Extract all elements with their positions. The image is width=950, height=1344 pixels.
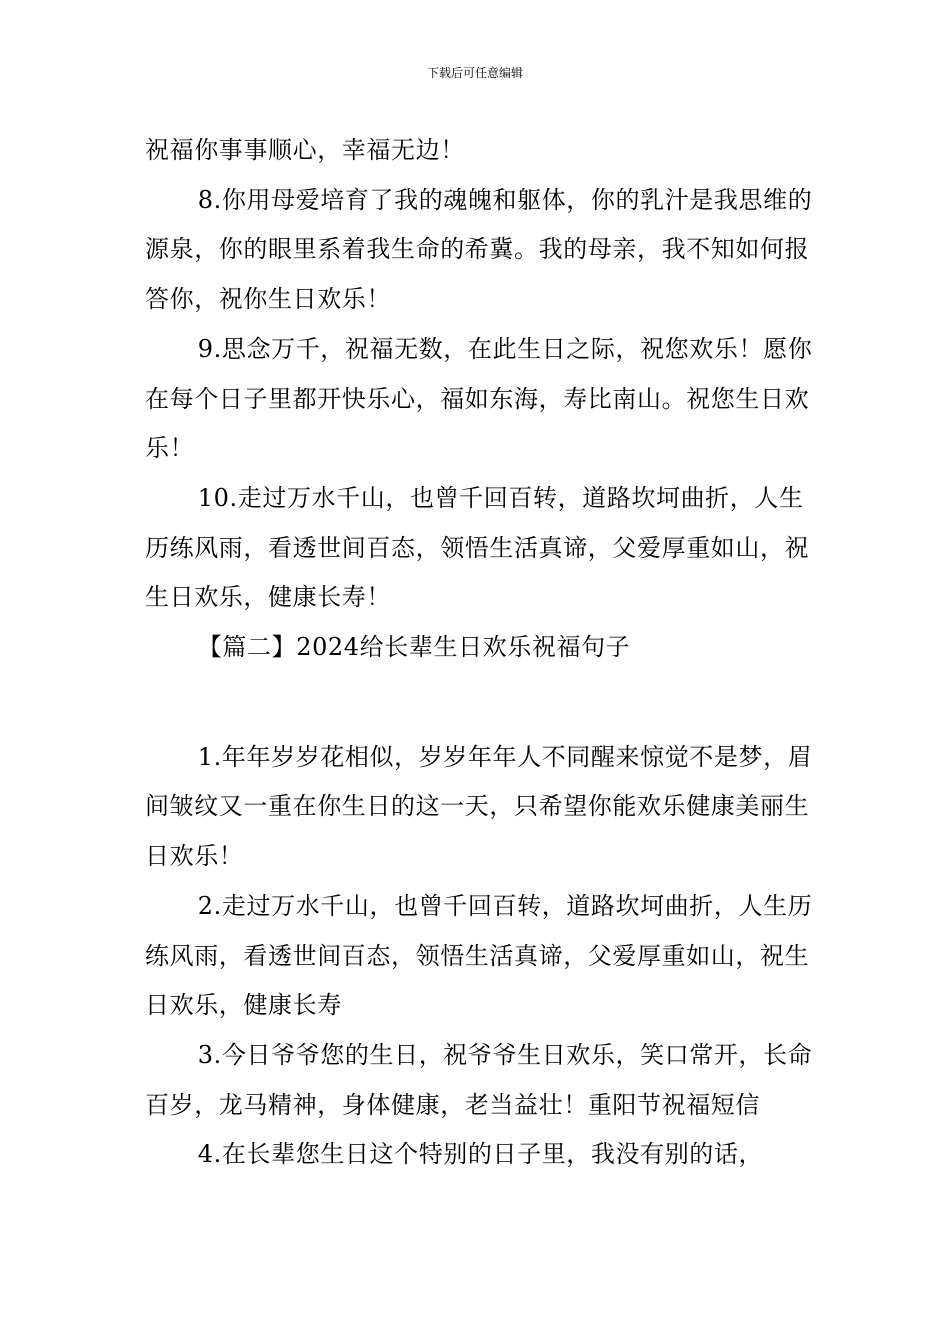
- document-body: [145, 126, 815, 1180]
- paragraph-continuation: 祝福你事事顺心，幸福无边！: [145, 136, 465, 164]
- section-heading: 【篇二】2024给长辈生日欢乐祝福句子: [197, 633, 631, 662]
- paragraph-item-4: 4.在长辈您生日这个特别的日子里，我没有别的话，: [197, 1140, 764, 1169]
- paragraph-item-9: 9.思念万千，祝福无数，在此生日之际，祝您欢乐！愿你在每个日子里都开快乐心，福如东海，寿比南山。祝您生日欢乐！: [145, 334, 813, 463]
- paragraph-item-10: 10.走过万水千山，也曾千回百转，道路坎坷曲折，人生历练风雨，看透世间百态，领悟生活真谛，父爱厚重如山，祝生日欢乐，健康长寿！: [145, 483, 810, 612]
- section-gap: [145, 673, 815, 733]
- page-header-note: 下载后可任意编辑: [426, 66, 523, 80]
- paragraph-item-2: 2.走过万水千山，也曾千回百转，道路坎坷曲折，人生历练风雨，看透世间百态，领悟生活真谛，父爱厚重如山，祝生日欢乐，健康长寿: [145, 891, 813, 1020]
- paragraph-item-3: 3.今日爷爷您的生日，祝爷爷生日欢乐，笑口常开，长命百岁，龙马精神，身体健康，老当益壮！重阳节祝福短信: [145, 1040, 813, 1119]
- paragraph-item-8: 8.你用母爱培育了我的魂魄和躯体，你的乳汁是我思维的源泉，你的眼里系着我生命的希冀。我的母亲，我不知如何报答你，祝你生日欢乐！: [145, 185, 813, 314]
- paragraph-item-1: 1.年年岁岁花相似，岁岁年年人不同醒来惊觉不是梦，眉间皱纹又一重在你生日的这一天，只希望你能欢乐健康美丽生日欢乐！: [145, 742, 813, 871]
